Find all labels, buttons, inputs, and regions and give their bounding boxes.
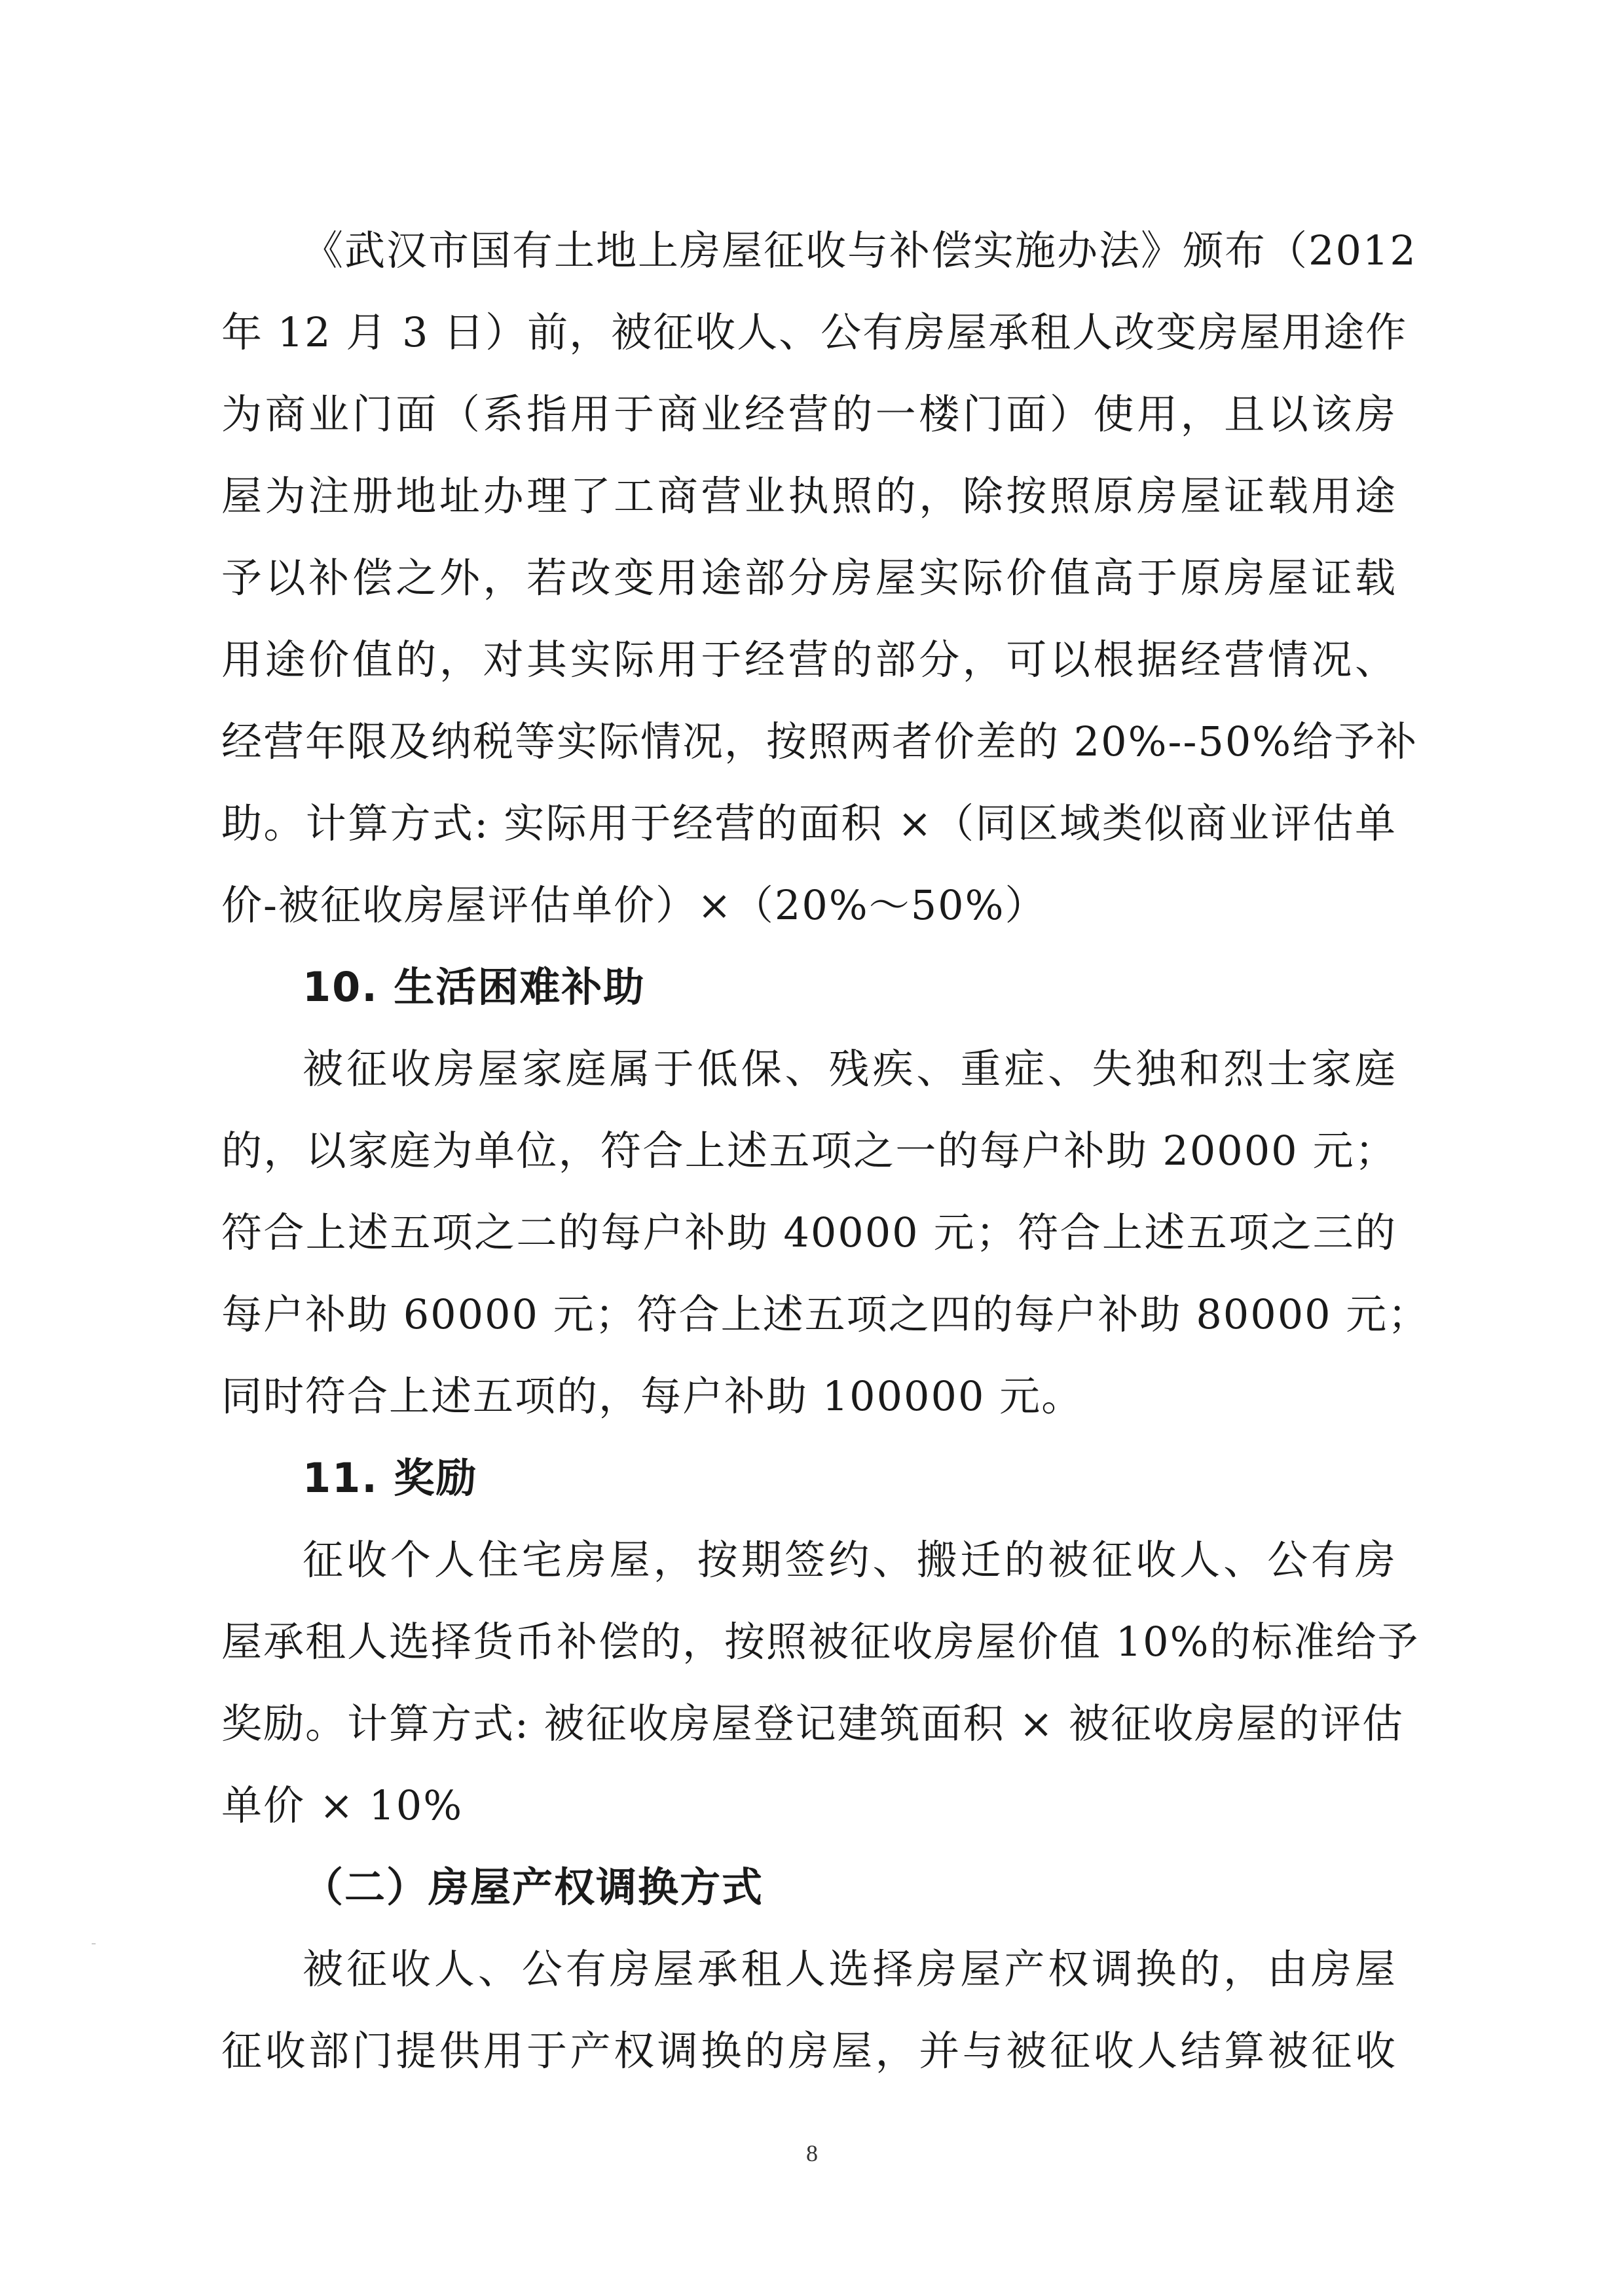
text-line: 年 12 月 3 日）前，被征收人、公有房屋承租人改变房屋用途作 (221, 308, 1408, 356)
page-number: 8 (806, 2140, 818, 2166)
text-line: 予以补偿之外，若改变用途部分房屋实际价值高于原房屋证载 (221, 554, 1397, 602)
document-body (221, 210, 1430, 2092)
text-line: 被征收房屋家庭属于低保、残疾、重症、失独和烈士家庭 (303, 1045, 1397, 1093)
text-line: 每户补助 60000 元；符合上述五项之四的每户补助 80000 元； (221, 1290, 1430, 1338)
heading-living-hardship-subsidy: 10. 生活困难补助 (303, 963, 646, 1011)
text-line: 助。计算方式: 实际用于经营的面积 ×（同区域类似商业评估单 (221, 799, 1397, 847)
text-line: 为商业门面（系指用于商业经营的一楼门面）使用，且以该房 (221, 390, 1397, 438)
text-line: 被征收人、公有房屋承租人选择房屋产权调换的，由房屋 (303, 1945, 1397, 1993)
text-line: 的，以家庭为单位，符合上述五项之一的每户补助 20000 元； (221, 1127, 1397, 1175)
paragraph-property-exchange (221, 1928, 1397, 2092)
text-line: 符合上述五项之二的每户补助 40000 元；符合上述五项之三的 (221, 1209, 1397, 1256)
paragraph-hardship-subsidy (221, 1028, 1430, 1437)
text-line: 单价 × 10% (221, 1781, 464, 1829)
text-line: 经营年限及纳税等实际情况，按照两者价差的 20%--50%给予补 (221, 718, 1418, 765)
text-line: 价-被征收房屋评估单价）×（20%～50%） (221, 881, 1047, 929)
text-line: 屋承租人选择货币补偿的，按照被征收房屋价值 10%的标准给予 (221, 1618, 1420, 1666)
text-line: 《武汉市国有土地上房屋征收与补偿实施办法》颁布（2012 (303, 227, 1417, 274)
text-line: 同时符合上述五项的，每户补助 100000 元。 (221, 1372, 1084, 1420)
paragraph-commercial-use-subsidy (221, 210, 1418, 946)
heading-property-exchange-method: （二）房屋产权调换方式 (303, 1863, 764, 1911)
text-line: 屋为注册地址办理了工商营业执照的，除按照原房屋证载用途 (221, 472, 1397, 520)
text-line: 征收部门提供用于产权调换的房屋，并与被征收人结算被征收 (221, 2027, 1397, 2075)
heading-reward: 11. 奖励 (303, 1454, 478, 1502)
scan-speck (92, 1943, 96, 1944)
text-line: 征收个人住宅房屋，按期签约、搬迁的被征收人、公有房 (303, 1536, 1397, 1584)
paragraph-reward (221, 1519, 1420, 1846)
text-line: 奖励。计算方式: 被征收房屋登记建筑面积 × 被征收房屋的评估 (221, 1700, 1404, 1747)
text-line: 用途价值的，对其实际用于经营的部分，可以根据经营情况、 (221, 636, 1397, 683)
